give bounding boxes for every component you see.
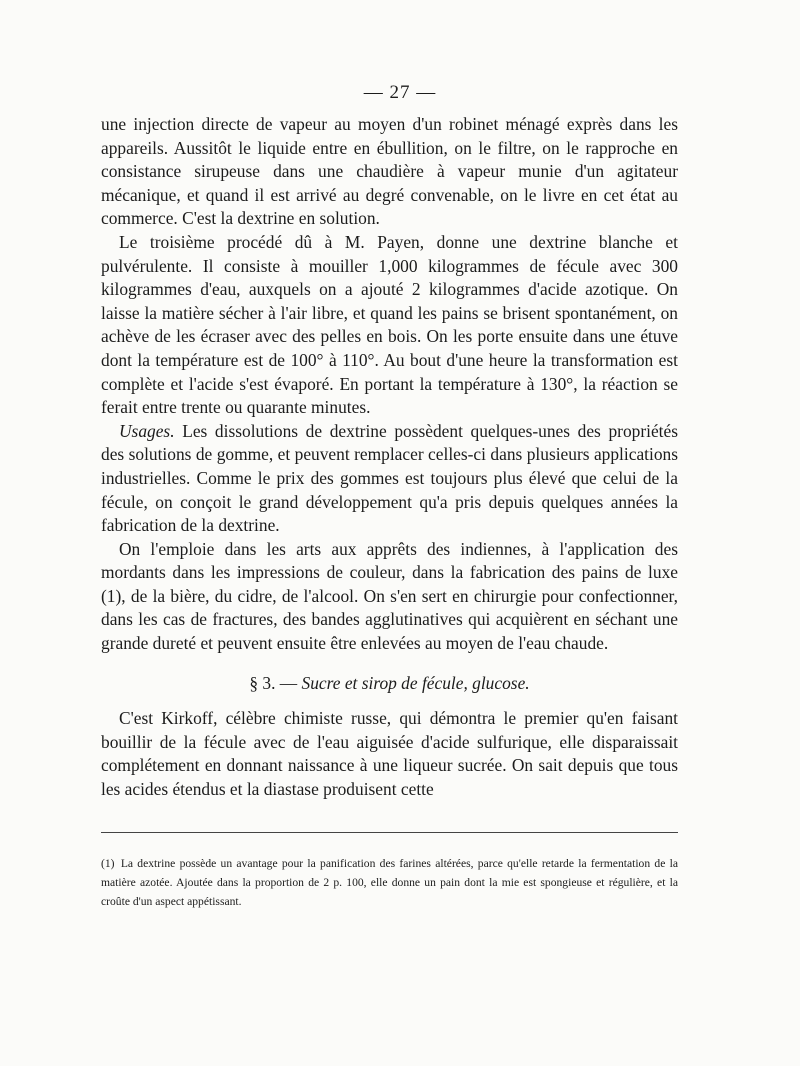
section-heading <box>101 672 678 696</box>
usages-text: Les dissolutions de dextrine possèdent quelques-unes des propriétés des solutions de gomme, et peuvent remplacer celles-ci dans plusieurs applications industrielles. Comme le prix des gommes est toujours plus élevé que celui de la fécule, on conçoit le grand développement qu'a pris depuis quelques années la fabrication de la dextrine. <box>101 420 678 536</box>
body-text <box>101 113 678 802</box>
section-number: § 3. — <box>249 672 298 693</box>
footnote-divider <box>101 832 678 833</box>
paragraph-payen-process: Le troisième procédé dû à M. Payen, donne une dextrine blanche et pulvérulente. Il consiste à mouiller 1,000 kilogrammes de fécule avec 300 kilogrammes d'eau, auxquels on a ajouté 2 kilogrammes d'acide azotique. On laisse la matière sécher à l'air libre, et quand les pains se brisent spontanément, on achève de les écraser avec des pelles en bois. On les porte ensuite dans une étuve dont la température est de 100° à 110°. Au bout d'une heure la transformation est complète et l'acide s'est évaporé. En portant la température à 130°, la réaction se ferait entre trente ou quarante minutes. <box>101 231 678 418</box>
usages-lead: Usages. <box>119 420 175 441</box>
footnote <box>101 854 678 911</box>
footnote-mark: (1) <box>101 857 115 870</box>
paragraph-applications: On l'emploie dans les arts aux apprêts des indiennes, à l'application des mordants dans les impressions de couleur, dans la fabrication des pains de luxe (1), de la bière, du cidre, de l'alcool. On s'en sert en chirurgie pour confectionner, dans les cas de fractures, des bandes agglutinatives qui acquièrent en séchant une grande dureté et peuvent ensuite être enlevées au moyen de l'eau chaude. <box>101 538 678 654</box>
page-number: — 27 — <box>363 82 437 103</box>
paragraph-dextrine-solution: une injection directe de vapeur au moyen d'un robinet ménagé exprès dans les appareils. Aussitôt le liquide entre en ébullition, on le filtre, on le rapproche en consistance sirupeuse dans une chaudière à vapeur munie d'un agitateur mécanique, et quand il est arrivé au degré convenable, on le livre en cet état au commerce. C'est la dextrine en solution. <box>101 114 678 229</box>
paragraph-kirkoff: C'est Kirkoff, célèbre chimiste russe, qui démontra le premier qu'en faisant bouillir de la fécule avec de l'eau aiguisée d'acide sulfurique, elle disparaissait complétement en donnant naissance à une liqueur sucrée. On sait depuis que tous les acides étendus et la diastase produisent cette <box>101 708 678 800</box>
footnote-text: La dextrine possède un avantage pour la panification des farines altérées, parce qu'elle retarde la fermentation de la matière azotée. Ajoutée dans la proportion de 2 p. 100, elle donne un pain dont la mie est spongieuse et régulière, et la croûte d'un aspect appétissant. <box>101 857 678 908</box>
section-title: Sucre et sirop de fécule, glucose. <box>301 672 530 693</box>
paragraph-usages <box>101 420 678 538</box>
